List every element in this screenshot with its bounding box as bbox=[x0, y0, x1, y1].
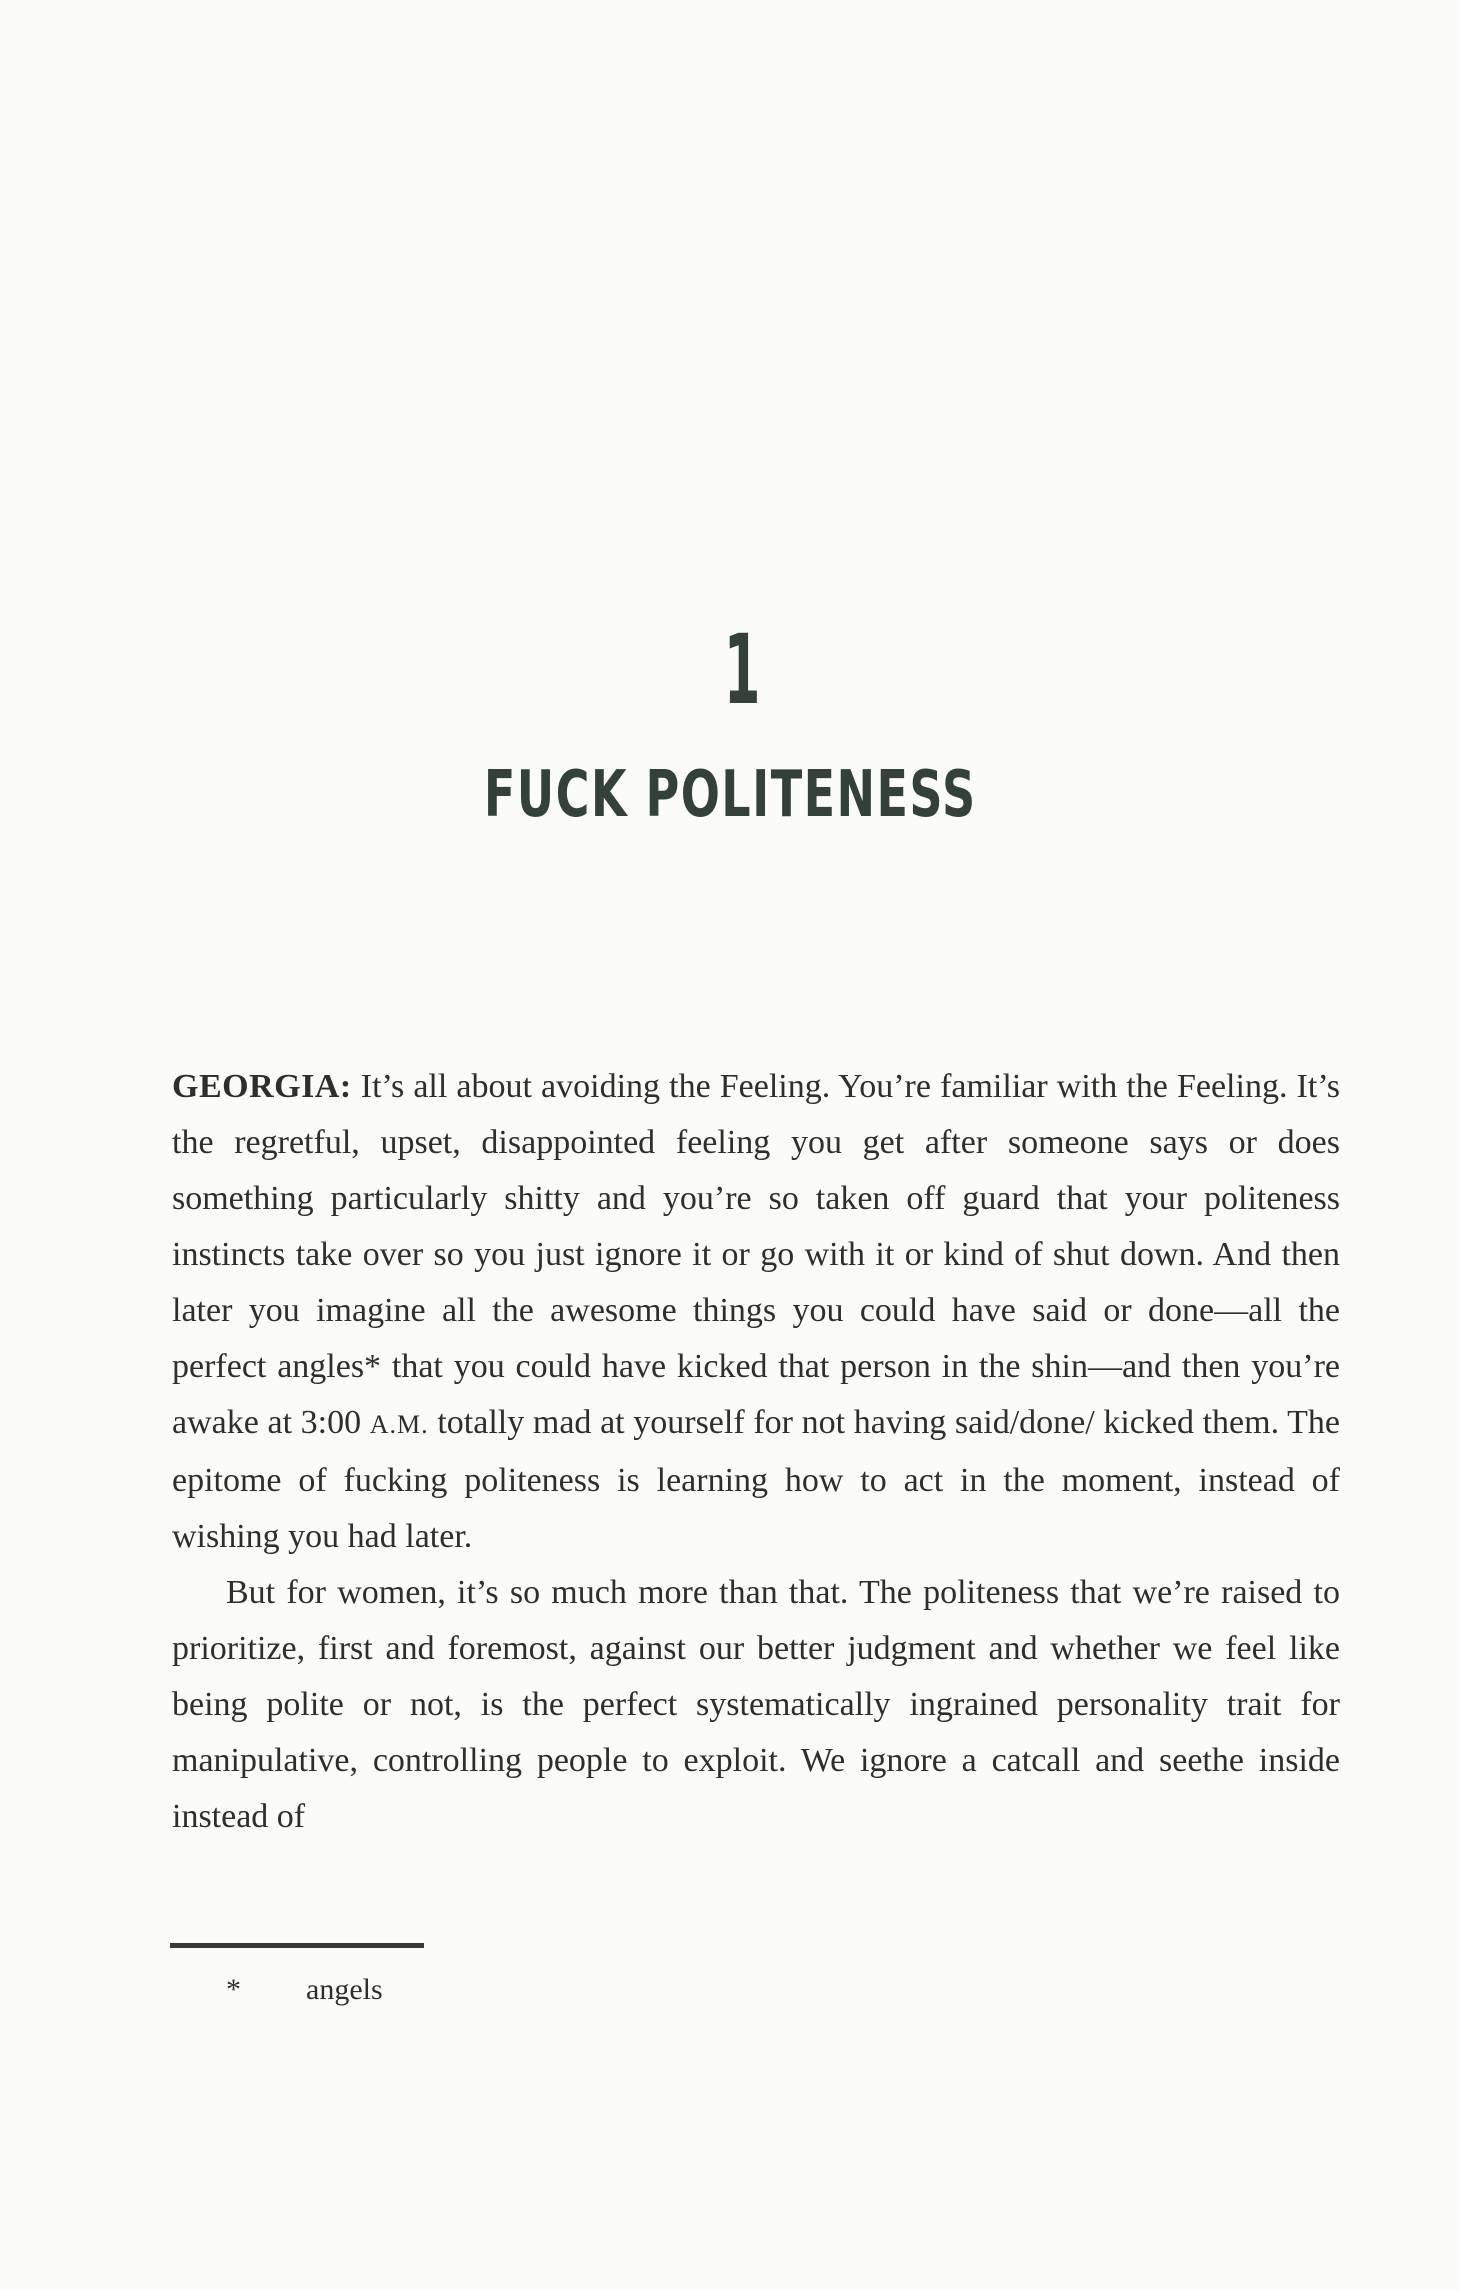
body-text bbox=[172, 1059, 1340, 1845]
footnote-mark: * bbox=[226, 1973, 241, 2006]
chapter-title-text: FUCK POLITENESS bbox=[483, 758, 977, 832]
chapter-number: 1 bbox=[723, 614, 761, 726]
paragraph-1-text-a: It’s all about avoiding the Feeling. You’re familiar with the Feeling. It’s the regretful, upset, disappointed feeling you get after someone says or does something particularly shitty and you’re so taken off guard that your politeness instincts take over so you just ignore it or go with it or kind of shut down. And then later you imagine all the awesome things you could have said or done—all the perfect angles* that you could have kicked that person in the shin—and then you’re awake at 3:00 bbox=[172, 1068, 1340, 1441]
footnote-text: angels bbox=[306, 1973, 383, 2006]
footnote-divider bbox=[170, 1943, 424, 1948]
footnote bbox=[226, 1970, 383, 2010]
paragraph-1-text-b: totally mad at yourself for not having said/done/ kicked them. The epitome of fucking politeness is learning how to act in the moment, instead of wishing you had later. bbox=[172, 1404, 1340, 1555]
time-suffix: A.M. bbox=[369, 1410, 429, 1439]
paragraph-2: But for women, it’s so much more than that. The politeness that we’re raised to prioritize, first and foremost, against our better judgment and whether we feel like being polite or not, is the perfect systematically ingrained personality trait for manipulative, controlling people to exploit. We ignore a catcall and seethe inside instead of bbox=[172, 1574, 1340, 1835]
chapter-title bbox=[0, 755, 1460, 835]
speaker-label: GEORGIA: bbox=[172, 1068, 352, 1105]
paragraph-1 bbox=[172, 1059, 1340, 1565]
